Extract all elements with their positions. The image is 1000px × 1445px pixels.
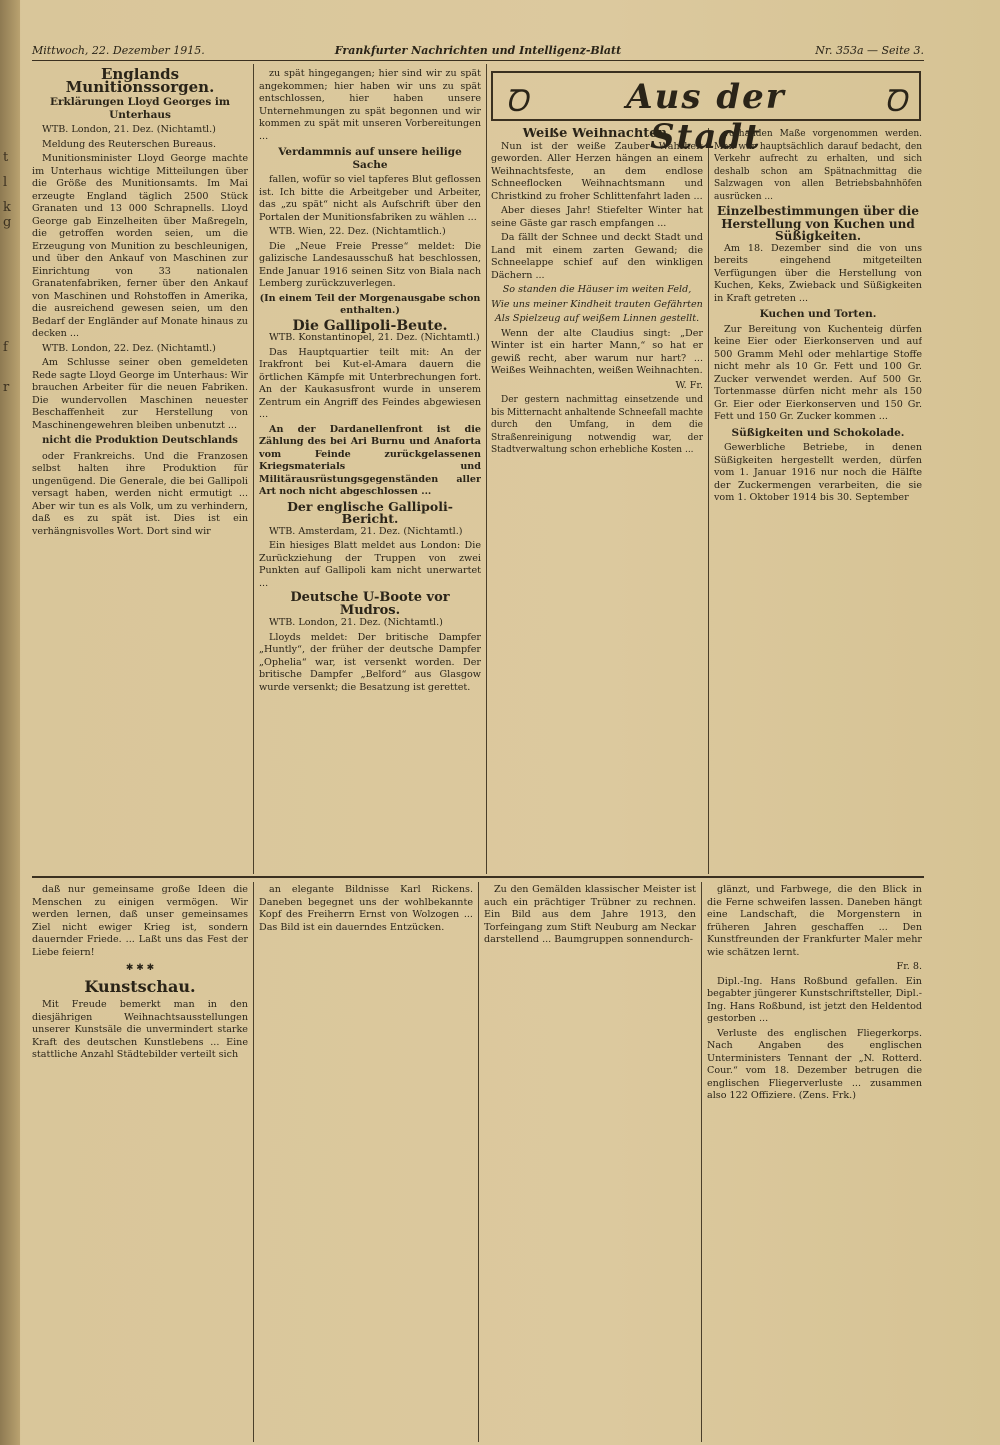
paragraph: Dipl.-Ing. Hans Roßbund gefallen. Ein begabter jüngerer Kunstschriftsteller, Dipl.-Ing. Hans Roßbund, ist jetzt den Heldentod gestorben ... (707, 975, 922, 1024)
column-rule (701, 882, 702, 1442)
margin-mark: k (3, 200, 11, 215)
headline: Die Gallipoli-Beute. (292, 317, 448, 334)
subheadline: Kuchen und Torten. (759, 308, 877, 320)
column-rule (708, 128, 709, 874)
paragraph: Ein hiesiges Blatt meldet aus London: Die Zurückziehung der Truppen von zwei Punkten auf Gallipoli kam nicht unerwartet ... (259, 540, 481, 589)
column-rule (253, 64, 254, 874)
header-paper-name: Frankfurter Nachrichten und Intelligenz-Blatt (334, 44, 622, 57)
headline: Deutsche U-Boote vor Mudros. (290, 590, 450, 618)
dateline: WTB. London, 22. Dez. (Nichtamtl.) (42, 342, 216, 354)
paragraph: zu spät hingegangen; hier sind wir zu spät angekommen; hier haben wir uns zu spät entschlossen, hier haben unsere Unternehmungen zu spät begonnen und wir kommen zu spät mit unseren Vorbereitungen ... (259, 68, 481, 142)
dateline: WTB. Amsterdam, 21. Dez. (Nichtamtl.) (269, 525, 463, 537)
paragraph: Lloyds meldet: Der britische Dampfer „Huntly“, der früher der deutsche Dampfer „Ophelia“ war, ist versenkt worden. Der britische Dampfer „Belford“ aus Glasgow wurde versenkt; die Besatzung ist gerettet. (259, 631, 481, 693)
article-cakes-regulations (714, 128, 922, 874)
paragraph: an elegante Bildnisse Karl Rickens. Daneben begegnet uns der wohlbekannte Kopf des Freiherrn Ernst von Wolzogen ... Das Bild ist ein dauerndes Entzücken. (259, 884, 473, 933)
article-gallipoli (259, 68, 481, 874)
section-rule (32, 876, 924, 878)
dateline: WTB. Konstantinopel, 21. Dez. (Nichtamtl.) (269, 332, 480, 343)
paragraph: Verluste des englischen Fliegerkorps. Nach Angaben des englischen Unterministers Tennant der „N. Rotterd. Cour.“ vom 18. Dezember betrugen die englischen Fliegerverluste ... zusammen also 122 Offiziere. (Zens. Frk.) (707, 1027, 922, 1101)
paragraph: Da fällt der Schnee und deckt Stadt und Land mit einem zarten Gewand; die Schneelappe schief auf den winkligen Dächern ... (491, 232, 703, 281)
subheadline: nicht die Produktion Deutschlands (42, 435, 238, 446)
headline: Der englische Gallipoli-Bericht. (287, 498, 453, 526)
headline: Kunstschau. (84, 976, 196, 996)
article-kunstschau-cont (259, 884, 473, 1440)
subheadline: Erklärungen Lloyd Georges im Unterhaus (49, 96, 231, 121)
paragraph: Am 18. Dezember sind die von uns bereits eingehend mitgeteilten Verfügungen über die Herstellung von Kuchen, Keks, Zwieback und Süßigkeiten in Kraft getreten ... (714, 242, 922, 304)
paragraph: Munitionsminister Lloyd George machte im Unterhaus wichtige Mitteilungen über die Größe des Munitionsamts. Im Mai erzeugte England täglich 2500 Stück Granaten und 13 000 Schrapnells. Lloyd George gab Einzelheiten über Maßregeln, die getroffen worden seien, um die Erzeugung von Munition zu beschleunigen, und über den Ankauf von Maschinen zur Einrichtung von 33 nationalen Granatenfabriken, ferner über den Ankauf von Maschinen und Rohstoffen in Amerika, die ausreichend gewesen seien, um den Bedarf der Engländer auf Monate hinaus zu decken ... (32, 153, 248, 339)
paragraph: Am Schlusse seiner oben gemeldeten Rede sagte Lloyd George im Unterhaus: Wir brauchen Arbeiter für die neuen Fabriken. Die wundervollen Maschinen neuester Beschaffenheit zur Herstellung von Maschinengewehren bleiben unbenutzt ... (32, 357, 248, 431)
margin-mark: r (3, 380, 10, 395)
subheadline: Süßigkeiten und Schokolade. (731, 426, 905, 439)
paragraph: Der gestern nachmittag einsetzende und bis Mitternacht anhaltende Schneefall machte durch den Umfang, in dem die Straßenreinigung notwendig war, der Stadtverwaltung schon erhebliche Kosten ... (491, 395, 703, 455)
margin-mark: l (3, 175, 8, 190)
headline: Englands Munitionssorgen. (65, 68, 215, 96)
page-header (32, 42, 924, 61)
column-rule (478, 882, 479, 1442)
signature: Fr. 8. (896, 961, 922, 972)
poem-line: Wie uns meiner Kindheit trauten Gefährten (491, 298, 703, 310)
article-notices (707, 884, 922, 1440)
paragraph: oder Frankreichs. Und die Franzosen selbst halten ihre Produktion für ungenügend. Die Generale, die bei Gallipoli versagt haben, werden nicht ermutigt ... Aber wir tun es als Volk, um zu verhindern, daß es zu spät ist. Dies ist ein verhängnisvolles Wort. Dort sind wir (32, 450, 248, 537)
ornament-icon: Ꝺ (505, 84, 529, 119)
article-white-christmas (491, 128, 703, 874)
paragraph: Gewerbliche Betriebe, in denen Süßigkeiten hergestellt werden, dürfen vom 1. Januar 1916 nur noch die Hälfte der Zuckermengen verarbeiten, die sie vom 1. Oktober 1914 bis 30. September (714, 442, 922, 503)
paragraph: fallen, wofür so viel tapferes Blut geflossen ist. Ich bitte die Arbeitgeber und Arbeiter, das „zu spät“ nicht als Aufschrift über den Portalen der Munitionsfabriken zu wählen ... (259, 174, 481, 223)
header-date: Mittwoch, 22. Dezember 1915. (32, 44, 205, 57)
divider: ✱ ✱ ✱ (125, 963, 155, 973)
margin-mark: f (3, 340, 8, 355)
paragraph: Meldung des Reuterschen Bureaus. (42, 138, 216, 150)
paragraph: Die „Neue Freie Presse“ meldet: Die galizische Landesausschuß hat beschlossen, Ende Januar 1916 seinen Sitz von Biala nach Lemberg zurückzuverlegen. (259, 240, 481, 289)
dateline: WTB. Wien, 22. Dez. (Nichtamtlich.) (269, 226, 446, 237)
paragraph: An der Dardanellenfront ist die Zählung des bei Ari Burnu und Anaforta vom Feinde zurückgelassenen Kriegsmaterials und Militärausrüstungsgegenständen aller Art noch nicht abgeschlossen ... (259, 423, 481, 497)
paragraph: Nun ist der weiße Zauber Wahrheit geworden. Aller Herzen hängen an einem Weihnachtsfeste, an dem endlose Schneeflocken Weihnachtsmann und Christkind zu froher Schlittenfahrt laden ... (491, 140, 703, 202)
header-issue: Nr. 353a — Seite 3. (815, 44, 924, 57)
article-kunstschau-cont (484, 884, 696, 1440)
paragraph: vorhanden Maße vorgenommen werden. Man war hauptsächlich darauf bedacht, den Verkehr aufrecht zu erhalten, und sich deshalb schon am Spätnachmittag die Salzwagen von allen Betriebsbahnhöfen ausrücken ... (714, 129, 922, 202)
ornament-icon: Ꝺ (883, 84, 907, 119)
paragraph: Zur Bereitung von Kuchenteig dürfen keine Eier oder Eierkonserven und auf 500 Gramm Mehl oder mehlartige Stoffe nicht mehr als 10 Gr. Fett und 100 Gr. Zucker verwendet werden. Auf 500 Gr. Tortenmasse dürfen nicht mehr als 150 Gr. Eier oder Eierkonserven und 150 Gr. Fett und 150 Gr. Zucker kommen ... (714, 323, 922, 422)
margin-mark: g (3, 215, 12, 230)
dateline: WTB. London, 21. Dez. (Nichtamtl.) (42, 124, 216, 135)
poem-line: So standen die Häuser im weiten Feld, (502, 284, 692, 295)
poem-line: Als Spielzeug auf weißem Linnen gestellt. (494, 313, 700, 324)
paragraph: glänzt, und Farbwege, die den Blick in die Ferne schweifen lassen. Daneben hängt eine Landschaft, die Morgenstern in früheren Jahren geschaffen ... Den Kunstfreunden der Frankfurter Maler mehr wie schätzen lernt. (707, 884, 922, 958)
headline: Einzelbestimmungen über die Herstellung von Kuchen und Süßigkeiten. (717, 204, 919, 243)
dateline: WTB. London, 21. Dez. (Nichtamtl.) (269, 617, 443, 628)
paragraph: daß nur gemeinsame große Ideen die Menschen zu einigen vermögen. Wir werden lernen, daß unser gemeinsames Ziel nicht ewiger Krieg ist, sondern dauernder Friede. ... Laßt uns das Fest der Liebe feiern! (32, 884, 248, 958)
column-rule (486, 64, 487, 874)
article-munitions (32, 68, 248, 874)
subheadline: Verdammnis auf unsere heilige Sache (278, 146, 462, 171)
editor-note: (In einem Teil der Morgenausgabe schon enthalten.) (259, 292, 481, 316)
headline: Weiße Weihnachten. (522, 128, 672, 141)
section-title: Aus der Stadt (626, 77, 786, 157)
paragraph: Mit Freude bemerkt man in den diesjährigen Weihnachtsausstellungen unserer Kunstsäle die unvermindert starke Kraft des deutschen Kunstlebens ... Eine stattliche Anzahl Städtebilder verteilt sich (32, 999, 248, 1060)
paragraph: Das Hauptquartier teilt mit: An der Irakfront bei Kut-el-Amara dauern die örtlichen Kämpfe mit Unterbrechungen fort. An der Kaukasusfront wurde in unserem Zentrum ein Angriff des Feindes abgewiesen ... (259, 346, 481, 420)
signature: W. Fr. (675, 379, 703, 391)
paragraph: Aber dieses Jahr! Stiefelter Winter hat seine Gäste gar rasch empfangen ... (491, 205, 703, 229)
paragraph: Wenn der alte Claudius singt: „Der Winter ist ein harter Mann,“ so hat er gewiß recht, aber warum nur hart? ... Weißes Weihnachten, weißen Weihnachten. (491, 327, 703, 376)
column-rule (253, 882, 254, 1442)
article-kunstschau (32, 884, 248, 1440)
paragraph: Zu den Gemälden klassischer Meister ist auch ein prächtiger Trübner zu rechnen. Ein Bild aus dem Jahre 1913, den Torfeingang zum Stift Neuburg am Neckar darstellend ... Baumgruppen sonnendurch- (484, 884, 696, 945)
margin-mark: t (3, 150, 9, 165)
